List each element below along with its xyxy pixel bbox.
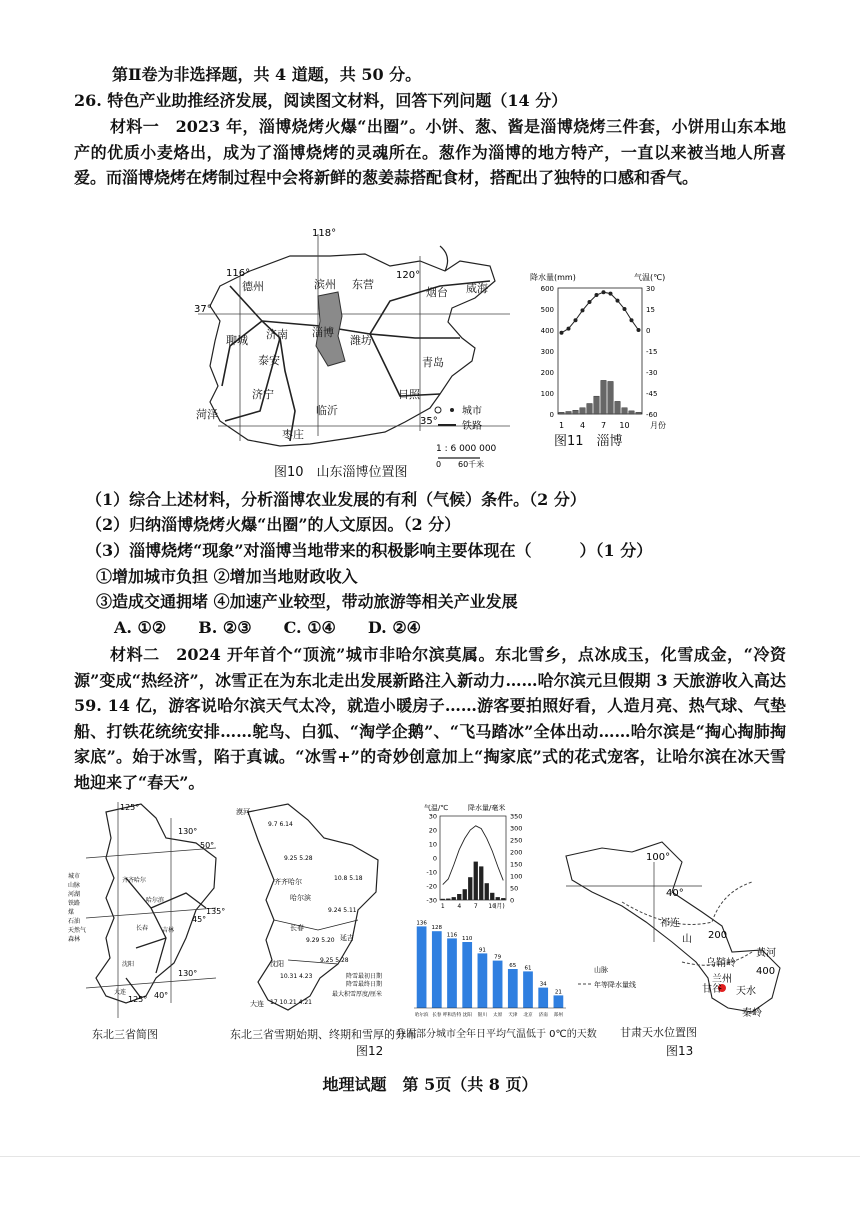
precip-bar [601, 380, 606, 414]
days-value-label: 136 [416, 920, 427, 927]
temp-point [595, 293, 599, 297]
days-bar [462, 942, 472, 1008]
precip-bar [559, 412, 564, 414]
figure-12c-caption: 我国部分城市全年日平均气温低于 0℃的天数 [396, 1029, 597, 1040]
place-label: 黄河 [756, 948, 776, 959]
snow-values: 9.7 6.14 [268, 821, 293, 828]
lon-label: 116° [226, 268, 251, 279]
y2-tick-label: 300 [510, 824, 523, 833]
question-3: （3）淄博烧烤“现象”对淄博当地带来的积极影响主要体现在（ ）（1 分） [86, 541, 653, 560]
legend-item: 石油 [68, 918, 81, 925]
legend-rail: 铁路 [462, 421, 482, 432]
days-bar [508, 969, 518, 1008]
precip-bar [485, 883, 489, 900]
city-tick-label: 济南 [538, 1013, 548, 1018]
lon-label: 100° [646, 852, 671, 863]
city-label: 威海 [466, 282, 488, 295]
precip-bar [608, 381, 613, 414]
y-tick-label: 500 [540, 306, 554, 314]
legend-item: 天然气 [68, 927, 87, 934]
precip-bar [573, 410, 578, 414]
legend-item: 山脉 [594, 966, 608, 974]
answer-choices: A. ①② B. ②③ C. ①④ D. ②④ [114, 618, 422, 637]
days-value-label: 110 [461, 936, 473, 942]
contour-label: 400 [756, 966, 776, 977]
precip-bar [452, 897, 456, 900]
place-label: 延吉 [340, 934, 354, 942]
city-label: 吉林 [162, 927, 175, 934]
snow-values: 9.29 5.20 [306, 937, 335, 944]
figure-12-label: 图12 [356, 1044, 384, 1058]
temp-point [630, 318, 634, 322]
temp-point [616, 299, 620, 303]
city-label: 济南 [266, 328, 288, 341]
city-tick-label: 银川 [477, 1013, 488, 1018]
city-label: 泰安 [258, 354, 280, 367]
lon-label: 125° [128, 995, 148, 1004]
precip-bar [457, 894, 461, 900]
snow-values: 9.25 5.28 [320, 957, 349, 964]
legend-item: 最大积雪厚度/厘米 [332, 991, 383, 998]
lat-label: 35° [420, 416, 438, 427]
figure-12c-charts [410, 800, 570, 1026]
legend-item: 山脉 [68, 882, 81, 889]
precip-bar [490, 893, 494, 900]
x-tick-label: 4 [579, 421, 586, 430]
city-label: 日照 [398, 388, 420, 401]
temp-point [609, 292, 613, 296]
precip-bar [446, 899, 450, 900]
city-label: 长春 [136, 925, 149, 932]
y2-tick-label: 100 [510, 872, 523, 881]
temp-title: 气温/℃ [424, 804, 449, 812]
scale-bar-label: 60千米 [458, 460, 485, 469]
y-tick-label: 600 [540, 285, 554, 293]
lon-label: 135° [206, 907, 226, 916]
city-tick-label: 天津 [508, 1013, 518, 1018]
precip-bar [441, 899, 445, 900]
y-tick-label: 400 [540, 327, 554, 335]
lon-label: 130° [178, 969, 198, 978]
snow-values: 9.24 5.11 [328, 907, 357, 914]
temp-point [567, 327, 571, 331]
city-tick-label: 哈尔滨 [414, 1013, 429, 1018]
place-label: 哈尔滨 [290, 894, 311, 902]
temp-point [560, 331, 564, 335]
days-bar [493, 961, 503, 1008]
question-title: 26. 特色产业助推经济发展，阅读图文材料，回答下列问题（14 分） [74, 91, 568, 110]
legend-item: 年等降水量线 [594, 981, 636, 989]
y-tick-label: 10 [428, 840, 437, 849]
y2-tick-label: 50 [510, 884, 519, 893]
material-one: 材料一 2023 年，淄博烧烤火爆“出圈”。小饼、葱、酱是淄博烧烤三件套，小饼用山东本地产的优质小麦烙出，成为了淄博烧烤的灵魂所在。葱作为淄博的地方特产，一直以来被当地人所喜爱。而淄博烧烤在烤制过程中会将新鲜的葱姜蒜搭配食材，搭配出了独特的口感和香气。 [74, 117, 786, 187]
y-tick-label: 0 [549, 411, 554, 419]
city-tick-label: 北京 [523, 1013, 533, 1018]
section-header: 第Ⅱ卷为非选择题，共 4 道题，共 50 分。 [112, 65, 422, 84]
lon-label: 130° [178, 827, 198, 836]
y2-tick-label: 30 [646, 285, 655, 293]
x-tick-label: 1 [440, 903, 445, 910]
lat-label: 45° [192, 915, 207, 924]
x-axis-title: 月份 [650, 421, 666, 430]
days-bar [447, 938, 457, 1008]
option-line-1: ①增加城市负担 ②增加当地财政收入 [96, 567, 358, 586]
city-tick-label: 郑州 [553, 1013, 564, 1018]
precip-bar [479, 866, 483, 900]
place-label: 大连 [250, 1000, 264, 1008]
question-1: （1）综合上述材料，分析淄博农业发展的有利（气候）条件。（2 分） [86, 490, 586, 509]
page-footer: 地理试题 第 5页（共 8 页） [322, 1075, 538, 1094]
question-2: （2）归纳淄博烧烤火爆“出圈”的人文原因。（2 分） [86, 515, 461, 534]
city-label: 枣庄 [282, 428, 304, 441]
city-label: 临沂 [316, 404, 338, 417]
legend-item: 森林 [68, 936, 81, 943]
legend-city: 城市 [462, 406, 482, 417]
precip-title: 降水量/毫米 [468, 804, 506, 812]
figure-11-caption: 图11 淄博 [554, 434, 623, 449]
figure-13-caption: 甘肃天水位置图 [620, 1026, 697, 1039]
x-tick-label: 1 [558, 421, 565, 430]
days-value-label: 79 [494, 954, 502, 961]
city-label: 菏泽 [196, 408, 218, 421]
y-tick-label: 300 [540, 348, 554, 356]
precip-bar [580, 408, 585, 414]
y2-tick-label: -15 [646, 348, 658, 356]
place-label: 山 [682, 934, 692, 945]
material-two: 材料二 2024 开年首个“顶流”城市非哈尔滨莫属。东北雪乡，点冰成玉，化雪成金，“冷资源”变成“热经济”，冰雪正在为东北走出发展新路注入新动力……哈尔滨元旦假期 3 天旅游收入高达 59. 14 亿，游客说哈尔滨天气太冷，就造小暖房子……游客要拍照好看，人造月亮、热气球、气垫船、打铁花统统安排……鸵鸟、白狐、“淘学企鹅”、“飞马踏冰”全体出动……哈尔滨是“掏心掏肺掏家底”。始于冰雪，陷于真诚。“冰雪+”的奇妙创意加上“掏家底”式的花式宠客，让哈尔滨在冰天雪地迎来了“春天”。 [74, 645, 786, 792]
y2-tick-label: 250 [510, 836, 523, 845]
snow-values: 17 10.21 4.21 [270, 999, 312, 1006]
place-label: 秦岭 [742, 1008, 762, 1019]
city-label: 烟台 [426, 286, 448, 299]
y2-tick-label: -30 [646, 369, 658, 377]
place-label: 兰州 [712, 974, 732, 985]
place-label: 祁连 [660, 918, 680, 929]
temp-point [574, 318, 578, 322]
city-label: 青岛 [422, 356, 444, 369]
y-tick-label: 0 [432, 854, 437, 863]
days-value-label: 61 [524, 965, 532, 972]
y-tick-label: -30 [426, 896, 437, 905]
legend-item: 河湖 [68, 891, 81, 898]
city-tick-label: 太原 [492, 1013, 503, 1018]
lat-label: 50° [200, 841, 215, 850]
place-label: 漠河 [236, 808, 250, 816]
days-value-label: 116 [446, 932, 458, 939]
figure-13-label: 图13 [666, 1044, 694, 1058]
y-tick-label: 200 [540, 369, 554, 377]
precip-bar [622, 408, 627, 414]
city-label: 济宁 [252, 388, 274, 401]
lat-label: 40° [666, 888, 684, 899]
scale-text: 1 : 6 000 000 [436, 444, 497, 454]
days-bar [417, 926, 427, 1008]
city-tick-label: 沈阳 [462, 1013, 472, 1018]
scale-zero: 0 [436, 460, 442, 469]
x-tick-label: 10 [619, 421, 630, 430]
figure-12a-caption: 东北三省简图 [92, 1028, 158, 1041]
lon-label: 120° [396, 270, 421, 281]
temp-point [588, 300, 592, 304]
days-value-label: 128 [431, 925, 443, 932]
days-bar [538, 988, 548, 1008]
left-axis-title: 降水量(mm) [530, 273, 576, 282]
days-value-label: 91 [478, 947, 486, 954]
legend-item: 城市 [68, 873, 81, 880]
y2-tick-label: -60 [646, 411, 658, 419]
days-value-label: 21 [554, 989, 562, 996]
snow-values: 10.31 4.23 [280, 973, 313, 980]
legend-item: 降雪最初日期 [346, 973, 383, 980]
precip-bar [615, 401, 620, 414]
figure-10-caption: 图10 山东淄博位置图 [274, 465, 408, 480]
temp-point [637, 328, 641, 332]
figure-12b-snow-map [228, 800, 404, 1024]
precip-bar [587, 404, 592, 415]
days-bar [523, 971, 533, 1008]
x-tick-label: 10 [488, 903, 497, 910]
y2-tick-label: 0 [510, 896, 515, 905]
city-label: 东营 [352, 278, 374, 291]
y2-tick-label: 200 [510, 848, 523, 857]
city-label: 大连 [114, 989, 127, 996]
temp-line [562, 292, 639, 333]
figure-11-climate-chart [530, 268, 680, 454]
lon-label: 125° [120, 803, 140, 812]
city-label: 齐齐哈尔 [122, 877, 147, 884]
x-unit-label: (月) [494, 903, 505, 910]
y2-tick-label: 15 [646, 306, 655, 314]
y2-tick-label: 150 [510, 860, 523, 869]
precip-bar [496, 897, 500, 900]
y-tick-label: -10 [426, 868, 437, 877]
days-bar [432, 931, 442, 1008]
city-label: 哈尔滨 [146, 897, 165, 904]
precip-bar [594, 396, 599, 414]
precip-bar [468, 877, 472, 900]
option-line-2: ③造成交通拥堵 ④加速产业较型，带动旅游等相关产业发展 [96, 592, 518, 611]
place-label: 长春 [290, 924, 304, 932]
city-label: 潍坊 [350, 334, 372, 347]
x-tick-label: 7 [600, 421, 607, 430]
y-tick-label: -20 [426, 882, 437, 891]
city-label: 滨州 [314, 278, 336, 291]
place-label: 乌鞘岭 [706, 958, 736, 969]
contour-label: 200 [708, 930, 728, 941]
place-label: 齐齐哈尔 [274, 878, 302, 886]
y2-tick-label: 0 [646, 327, 651, 335]
lat-label: 37° [194, 304, 212, 315]
precip-bar [566, 411, 571, 414]
precip-bar [501, 898, 505, 900]
lon-label: 118° [312, 228, 337, 239]
city-label: 德州 [242, 280, 264, 293]
precip-bar [474, 862, 478, 900]
y-tick-label: 20 [428, 826, 437, 835]
snow-values: 9.25 5.28 [284, 855, 313, 862]
legend-item: 煤 [68, 909, 75, 916]
place-label: 沈阳 [270, 960, 284, 968]
legend-item: 铁路 [68, 900, 81, 907]
x-tick-label: 4 [457, 903, 462, 910]
x-tick-label: 7 [473, 903, 478, 910]
figure-13-gansu-map [562, 822, 794, 1022]
temp-point [602, 290, 606, 294]
temp-point [581, 308, 585, 312]
bottom-divider [0, 1156, 860, 1157]
figure-12b-caption: 东北三省雪期始期、终期和雪厚的分布 [230, 1028, 417, 1041]
place-label: 甘谷 [702, 984, 722, 995]
y2-tick-label: -45 [646, 390, 658, 398]
city-label: 淄博 [312, 326, 334, 339]
legend-item: 降雪最终日期 [346, 981, 383, 988]
city-tick-label: 呼和浩特 [442, 1013, 462, 1018]
figure-10-shandong-map [190, 226, 540, 482]
place-label: 天水 [736, 986, 756, 997]
snow-values: 10.8 5.18 [334, 875, 363, 882]
y-tick-label: 100 [540, 390, 554, 398]
city-label: 聊城 [226, 334, 248, 347]
days-value-label: 65 [509, 963, 517, 969]
lat-label: 40° [154, 991, 169, 1000]
precip-bar [629, 411, 634, 414]
city-tick-label: 长春 [432, 1013, 442, 1018]
y2-tick-label: 350 [510, 812, 523, 821]
right-axis-title: 气温(℃) [634, 273, 666, 282]
temp-point [623, 307, 627, 311]
figure-12a-northeast-map [66, 798, 226, 1024]
temp-line [443, 826, 504, 885]
days-bar [478, 953, 488, 1008]
precip-bar [636, 412, 641, 414]
days-value-label: 34 [539, 981, 547, 988]
city-label: 沈阳 [122, 961, 135, 968]
y-tick-label: 30 [428, 812, 437, 821]
precip-bar [463, 889, 467, 900]
